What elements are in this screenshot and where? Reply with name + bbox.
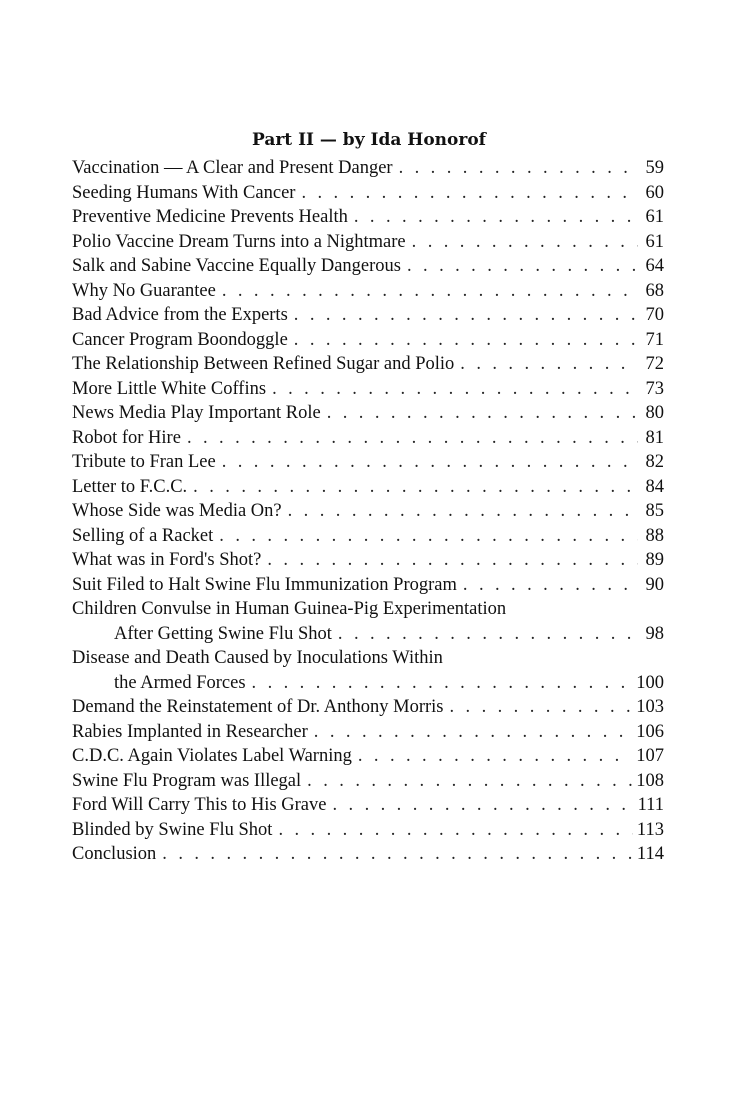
dot-leader xyxy=(332,793,633,818)
dot-leader xyxy=(222,450,638,475)
toc-entry-title: Ford Will Carry This to His Grave xyxy=(72,795,327,815)
dot-leader xyxy=(288,499,638,524)
toc-entry xyxy=(72,328,664,353)
toc-entry-title: Tribute to Fran Lee xyxy=(72,452,216,472)
toc-entry xyxy=(72,254,664,279)
dot-leader xyxy=(354,205,638,230)
toc-entry xyxy=(72,450,664,475)
toc-entry xyxy=(72,279,664,304)
dot-leader xyxy=(358,744,632,769)
toc-entry-title: Children Convulse in Human Guinea-Pig Experimentation xyxy=(72,599,507,619)
dot-leader xyxy=(267,548,638,573)
toc-entry-title: Disease and Death Caused by Inoculations Within xyxy=(72,648,443,668)
dot-leader xyxy=(399,156,638,181)
toc-entry-page-number: 89 xyxy=(645,550,664,570)
toc-entry xyxy=(72,793,664,818)
dot-leader xyxy=(278,818,632,843)
toc-entry xyxy=(72,548,664,573)
toc-entry-page-number: 68 xyxy=(645,280,664,301)
dot-leader xyxy=(272,377,638,402)
toc-entry xyxy=(72,499,664,524)
dot-leader xyxy=(407,254,638,279)
dot-leader xyxy=(187,426,638,451)
toc-entry-title: Bad Advice from the Experts xyxy=(72,305,288,325)
table-of-contents xyxy=(72,156,664,867)
dot-leader xyxy=(460,352,638,377)
toc-entry xyxy=(72,352,664,377)
toc-entry-title: C.D.C. Again Violates Label Warning xyxy=(72,746,352,766)
toc-entry xyxy=(72,573,664,598)
dot-leader xyxy=(222,279,638,304)
toc-entry-page-number: 72 xyxy=(645,354,664,374)
toc-entry xyxy=(72,695,664,720)
toc-entry-title: Selling of a Racket xyxy=(72,525,214,546)
toc-entry xyxy=(72,524,664,549)
toc-entry-title: Conclusion xyxy=(72,844,157,864)
toc-entry-title: the Armed Forces xyxy=(114,672,246,693)
toc-entry xyxy=(72,303,664,328)
dot-leader xyxy=(294,328,638,353)
dot-leader xyxy=(219,524,638,549)
toc-entry-title: Rabies Implanted in Researcher xyxy=(72,721,308,742)
toc-entry-page-number: 70 xyxy=(645,305,664,325)
toc-entry-page-number: 80 xyxy=(645,403,664,423)
toc-entry xyxy=(72,818,664,843)
toc-entry-title: Letter to F.C.C. xyxy=(72,476,188,497)
dot-leader xyxy=(327,401,638,426)
toc-entry-page-number: 100 xyxy=(636,672,664,693)
toc-entry-title: Whose Side was Media On? xyxy=(72,501,282,521)
toc-entry-title: What was in Ford's Shot? xyxy=(72,550,262,570)
toc-entry-page-number: 73 xyxy=(645,378,664,399)
toc-entry-page-number: 59 xyxy=(645,158,664,178)
toc-entry-title: Suit Filed to Halt Swine Flu Immunization Program xyxy=(72,574,457,595)
toc-entry xyxy=(72,744,664,769)
toc-entry-title: Cancer Program Boondoggle xyxy=(72,329,288,350)
toc-entry xyxy=(72,426,664,451)
toc-entry-title: Robot for Hire xyxy=(72,427,181,448)
toc-entry-page-number: 113 xyxy=(636,819,664,840)
toc-entry-page-number: 114 xyxy=(636,844,664,864)
toc-entry-page-number: 106 xyxy=(636,721,664,742)
toc-entry-page-number: 88 xyxy=(645,525,664,546)
toc-entry-page-number: 85 xyxy=(645,501,664,521)
toc-entry-title: Vaccination — A Clear and Present Danger xyxy=(72,158,393,178)
toc-entry-title: The Relationship Between Refined Sugar and Polio xyxy=(72,354,455,374)
dot-leader xyxy=(294,303,638,328)
toc-entry-page-number: 60 xyxy=(645,182,664,203)
toc-entry xyxy=(72,230,664,255)
toc-entry-first-line xyxy=(72,646,664,671)
toc-entry-page-number: 84 xyxy=(645,476,664,497)
toc-entry-first-line xyxy=(72,597,664,622)
toc-entry xyxy=(72,842,664,867)
toc-entry-title: Why No Guarantee xyxy=(72,280,216,301)
toc-entry-title: After Getting Swine Flu Shot xyxy=(114,623,332,644)
toc-entry-title: More Little White Coffins xyxy=(72,378,267,399)
toc-entry-title: Salk and Sabine Vaccine Equally Dangerous xyxy=(72,256,401,276)
toc-entry-title: Seeding Humans With Cancer xyxy=(72,182,296,203)
dot-leader xyxy=(307,769,632,794)
dot-leader xyxy=(193,475,638,500)
toc-entry-page-number: 82 xyxy=(645,452,664,472)
toc-entry-page-number: 61 xyxy=(645,207,664,227)
dot-leader xyxy=(162,842,633,867)
toc-entry-page-number: 107 xyxy=(636,746,664,766)
toc-entry-page-number: 98 xyxy=(645,623,664,644)
toc-entry-title: News Media Play Important Role xyxy=(72,403,321,423)
toc-entry xyxy=(72,671,664,696)
toc-entry-page-number: 81 xyxy=(645,427,664,448)
dot-leader xyxy=(252,671,633,696)
toc-entry xyxy=(72,769,664,794)
toc-entry-title: Demand the Reinstatement of Dr. Anthony Morris xyxy=(72,697,444,717)
toc-entry-page-number: 108 xyxy=(636,770,664,791)
toc-entry xyxy=(72,401,664,426)
toc-entry-page-number: 64 xyxy=(645,256,664,276)
dot-leader xyxy=(314,720,632,745)
toc-entry-title: Swine Flu Program was Illegal xyxy=(72,770,302,791)
toc-entry xyxy=(72,720,664,745)
dot-leader xyxy=(301,181,638,206)
toc-entry xyxy=(72,475,664,500)
toc-entry-page-number: 90 xyxy=(645,574,664,595)
toc-entry xyxy=(72,622,664,647)
toc-entry-title: Preventive Medicine Prevents Health xyxy=(72,207,348,227)
toc-entry-title: Blinded by Swine Flu Shot xyxy=(72,819,273,840)
toc-entry xyxy=(72,181,664,206)
toc-entry xyxy=(72,205,664,230)
toc-entry-title: Polio Vaccine Dream Turns into a Nightmare xyxy=(72,231,406,252)
dot-leader xyxy=(449,695,632,720)
dot-leader xyxy=(463,573,638,598)
toc-entry-page-number: 103 xyxy=(636,697,664,717)
toc-entry-page-number: 111 xyxy=(637,795,664,815)
dot-leader xyxy=(338,622,638,647)
dot-leader xyxy=(412,230,638,255)
toc-entry-page-number: 61 xyxy=(645,231,664,252)
section-heading: Part II — by Ida Honorof xyxy=(252,130,486,150)
toc-entry xyxy=(72,377,664,402)
toc-entry xyxy=(72,156,664,181)
toc-entry-page-number: 71 xyxy=(645,329,664,350)
